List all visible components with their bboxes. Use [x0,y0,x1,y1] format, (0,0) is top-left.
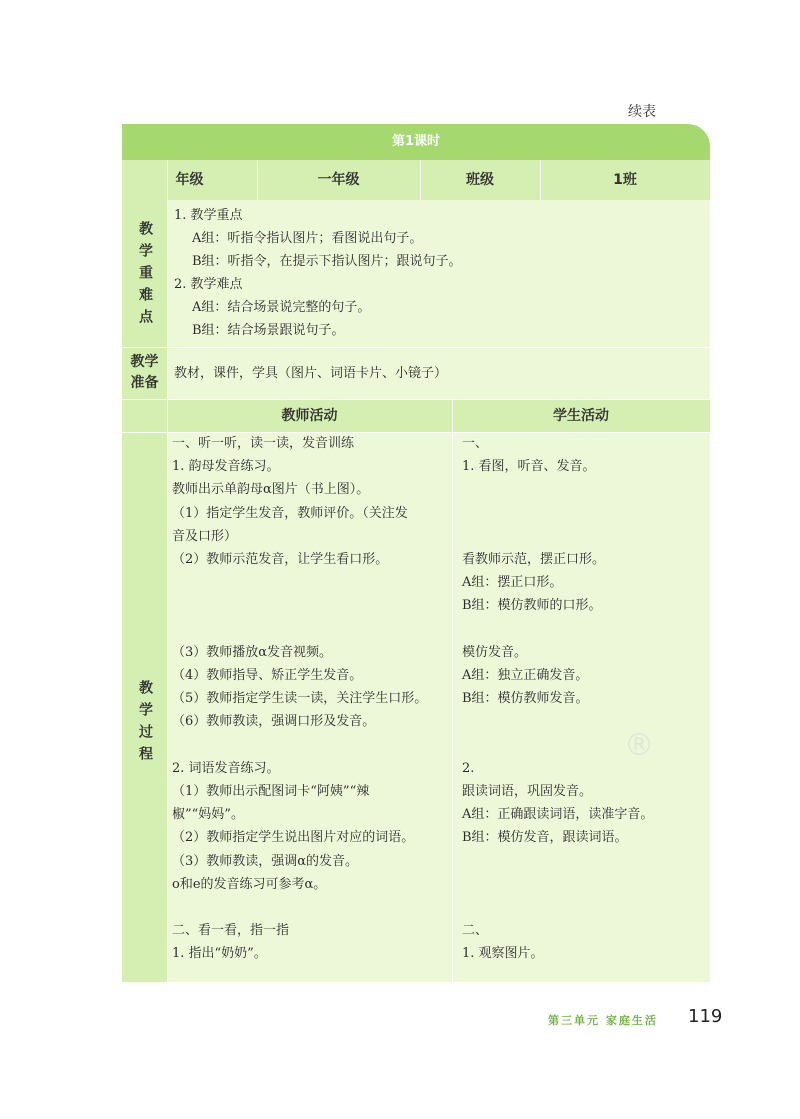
student-line: B组：模仿发音，跟读词语。 [462,830,628,846]
focus-label: 教学重难点 [137,220,153,331]
focus-line: A组：结合场景说完整的句子。 [192,300,371,315]
grade-label: 年级 [175,172,204,188]
class-label: 班级 [466,172,494,188]
class-value: 1班 [613,172,637,188]
teacher-line: 一、听一听，读一读，发音训练 [172,436,355,451]
prep-label-line: 教学 [130,354,159,370]
teacher-line: （2）教师指定学生说出图片对应的词语。 [172,830,415,846]
teacher-line [172,571,450,594]
teacher-line: 二、看一看，指一指 [172,923,290,939]
student-line: 1. 看图，听音、发音。 [462,459,596,475]
student-line: 模仿发音。 [462,644,528,660]
teacher-line: （1）指定学生发音，教师评价。（关注发 [172,505,408,521]
teacher-line: （3）教师播放α发音视频。 [172,644,333,660]
student-line: 跟读词语，巩固发音。 [462,784,593,800]
student-line [462,478,707,501]
teacher-line: 1. 指出“奶奶”。 [172,946,267,962]
teacher-line: o和e的发音练习可参考α。 [172,876,327,892]
teacher-line: 教师出示单韵母α图片（书上图）。 [172,482,370,498]
teacher-activity-header: 教师活动 [281,408,338,424]
teacher-line: （1）教师出示配图词卡“阿姨”“辣 [172,784,370,800]
teacher-line: 椒”“妈妈”。 [172,807,244,823]
student-line [462,525,707,548]
student-line: A组：正确跟读词语，读准字音。 [462,807,654,823]
focus-line: 1. 教学重点 [174,208,243,223]
student-line: A组：摆正口形。 [462,575,563,591]
info-row [122,160,710,200]
teacher-line [172,734,450,757]
student-line: B组：模仿教师发音。 [462,691,589,707]
teacher-line [172,896,450,919]
prep-label-line: 准备 [130,375,159,391]
student-line: B组：模仿教师的口形。 [462,598,602,614]
student-line [462,734,707,757]
teacher-line: （2）教师示范发音，让学生看口形。 [172,552,389,568]
prep-label [122,352,167,394]
focus-line: A组：听指令指认图片；看图说出句子。 [192,231,423,246]
activity-side-cell [122,400,167,432]
teacher-line: （3）教师教读，强调α的发音。 [172,853,359,869]
footer-unit: 第三单元 家庭生活 [548,1014,658,1027]
teacher-line: 音及口形） [172,528,238,544]
focus-line: 2. 教学难点 [174,277,243,292]
student-line [462,850,707,873]
student-line: 一、 [462,436,489,451]
divider [420,160,421,200]
student-line: 1. 观察图片。 [462,946,544,962]
process-label: 教学过程 [137,680,153,768]
teacher-line: （4）教师指导、矫正学生发音。 [172,668,363,684]
prep-text: 教材，课件，学具（图片、词语卡片、小镜子） [174,366,448,381]
divider [167,160,168,982]
divider [257,160,258,200]
registered-mark-watermark: ® [624,728,654,763]
focus-line: B组：结合场景跟说句子。 [192,323,345,338]
lesson-plan-table [122,124,710,982]
teacher-line: （6）教师教读，强调口形及发音。 [172,714,376,730]
student-line [462,896,707,919]
teacher-line [172,618,450,641]
student-activity-header: 学生活动 [553,408,609,424]
teacher-activity-column [172,432,450,966]
student-line: 2. [462,760,475,776]
student-line [462,710,707,733]
teacher-line [172,594,450,617]
student-line [462,618,707,641]
prep-content [174,362,447,385]
focus-line: B组：听指令，在提示下指认图片；跟说句子。 [192,254,462,269]
student-line: A组：独立正确发音。 [462,668,589,684]
table-title: 第1课时 [122,124,710,160]
student-line: 看教师示范，摆正口形。 [462,552,606,568]
continued-label: 续表 [628,104,656,120]
student-line: 二、 [462,923,489,939]
teacher-line: 2. 词语发音练习。 [172,760,280,776]
focus-content [174,204,462,342]
student-line [462,502,707,525]
student-line [462,873,707,896]
divider [452,400,453,982]
divider [540,160,541,200]
grade-value: 一年级 [317,172,360,188]
activity-header-row [167,400,710,432]
page-number: 119 [688,1006,723,1027]
teacher-line: 1. 韵母发音练习。 [172,459,280,475]
divider [122,347,710,348]
teacher-line: （5）教师指定学生读一读，关注学生口形。 [172,691,428,707]
student-activity-column [462,432,707,966]
